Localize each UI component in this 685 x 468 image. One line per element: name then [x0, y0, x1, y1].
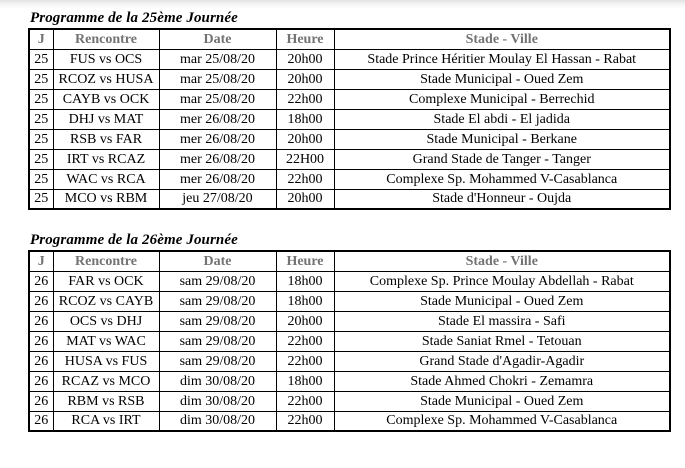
cell-date: jeu 27/08/20	[159, 189, 276, 209]
cell-date: mer 26/08/20	[159, 149, 276, 169]
cell-date: sam 29/08/20	[159, 291, 276, 311]
table-row	[29, 291, 670, 311]
cell-stade-ville: Stade Municipal - Oued Zem	[334, 291, 670, 311]
cell-date: mer 26/08/20	[159, 129, 276, 149]
table-row	[29, 371, 670, 391]
table-row	[29, 331, 670, 351]
cell-journee: 26	[29, 391, 53, 411]
cell-journee: 26	[29, 291, 53, 311]
cell-stade-ville: Stade Municipal - Oued Zem	[334, 391, 670, 411]
table-row	[29, 49, 670, 69]
cell-journee: 26	[29, 351, 53, 371]
column-header-heure: Heure	[276, 251, 334, 271]
column-header-rencontre: Rencontre	[53, 29, 159, 49]
cell-journee: 25	[29, 149, 53, 169]
cell-heure: 22h00	[276, 391, 334, 411]
table-row	[29, 129, 670, 149]
cell-heure: 22h00	[276, 169, 334, 189]
table-row	[29, 189, 670, 209]
cell-journee: 25	[29, 49, 53, 69]
cell-rencontre: HUSA vs FUS	[53, 351, 159, 371]
cell-heure: 18h00	[276, 271, 334, 291]
cell-date: mar 25/08/20	[159, 49, 276, 69]
cell-journee: 25	[29, 189, 53, 209]
cell-rencontre: RBM vs RSB	[53, 391, 159, 411]
table-body	[29, 49, 670, 209]
cell-journee: 25	[29, 169, 53, 189]
cell-stade-ville: Grand Stade d'Agadir-Agadir	[334, 351, 670, 371]
cell-heure: 22h00	[276, 89, 334, 109]
cell-stade-ville: Complexe Sp. Mohammed V-Casablanca	[334, 411, 670, 431]
cell-stade-ville: Stade Municipal - Berkane	[334, 129, 670, 149]
cell-date: sam 29/08/20	[159, 311, 276, 331]
cell-heure: 18h00	[276, 371, 334, 391]
column-header-journee: J	[29, 29, 53, 49]
column-header-heure: Heure	[276, 29, 334, 49]
cell-stade-ville: Stade El abdi - El jadida	[334, 109, 670, 129]
cell-date: dim 30/08/20	[159, 371, 276, 391]
cell-stade-ville: Stade Saniat Rmel - Tetouan	[334, 331, 670, 351]
cell-date: dim 30/08/20	[159, 391, 276, 411]
cell-journee: 26	[29, 411, 53, 431]
cell-journee: 26	[29, 371, 53, 391]
cell-rencontre: IRT vs RCAZ	[53, 149, 159, 169]
schedule-table	[28, 250, 671, 432]
section-title: Programme de la 25ème Journée	[30, 10, 238, 26]
cell-heure: 18h00	[276, 109, 334, 129]
header-row	[29, 251, 670, 271]
column-header-date: Date	[159, 251, 276, 271]
header-row	[29, 29, 670, 49]
cell-date: sam 29/08/20	[159, 331, 276, 351]
table-row	[29, 149, 670, 169]
table-row	[29, 89, 670, 109]
cell-rencontre: FUS vs OCS	[53, 49, 159, 69]
cell-rencontre: RCA vs IRT	[53, 411, 159, 431]
cell-journee: 25	[29, 129, 53, 149]
cell-heure: 20h00	[276, 189, 334, 209]
cell-heure: 18h00	[276, 291, 334, 311]
section-title: Programme de la 26ème Journée	[30, 232, 238, 248]
schedule-section	[28, 10, 671, 210]
cell-heure: 20h00	[276, 69, 334, 89]
cell-heure: 22h00	[276, 411, 334, 431]
column-header-stade-ville: Stade - Ville	[334, 29, 670, 49]
column-header-date: Date	[159, 29, 276, 49]
table-row	[29, 169, 670, 189]
table-row	[29, 109, 670, 129]
cell-rencontre: FAR vs OCK	[53, 271, 159, 291]
cell-journee: 26	[29, 331, 53, 351]
table-row	[29, 411, 670, 431]
cell-rencontre: OCS vs DHJ	[53, 311, 159, 331]
cell-journee: 25	[29, 69, 53, 89]
cell-heure: 22h00	[276, 331, 334, 351]
table-body	[29, 271, 670, 431]
table-row	[29, 69, 670, 89]
cell-rencontre: DHJ vs MAT	[53, 109, 159, 129]
cell-heure: 20h00	[276, 49, 334, 69]
cell-journee: 25	[29, 89, 53, 109]
cell-rencontre: MAT vs WAC	[53, 331, 159, 351]
schedule-table	[28, 28, 671, 210]
cell-date: mar 25/08/20	[159, 89, 276, 109]
cell-rencontre: RCOZ vs CAYB	[53, 291, 159, 311]
cell-stade-ville: Stade Ahmed Chokri - Zemamra	[334, 371, 670, 391]
cell-stade-ville: Complexe Municipal - Berrechid	[334, 89, 670, 109]
cell-heure: 20h00	[276, 311, 334, 331]
cell-rencontre: WAC vs RCA	[53, 169, 159, 189]
cell-rencontre: CAYB vs OCK	[53, 89, 159, 109]
cell-heure: 22h00	[276, 351, 334, 371]
cell-rencontre: MCO vs RBM	[53, 189, 159, 209]
cell-heure: 22H00	[276, 149, 334, 169]
schedule-section	[28, 232, 671, 432]
cell-date: sam 29/08/20	[159, 271, 276, 291]
column-header-stade-ville: Stade - Ville	[334, 251, 670, 271]
column-header-rencontre: Rencontre	[53, 251, 159, 271]
cell-stade-ville: Complexe Sp. Prince Moulay Abdellah - Rabat	[334, 271, 670, 291]
cell-date: sam 29/08/20	[159, 351, 276, 371]
cell-stade-ville: Complexe Sp. Mohammed V-Casablanca	[334, 169, 670, 189]
table-row	[29, 271, 670, 291]
cell-heure: 20h00	[276, 129, 334, 149]
cell-date: dim 30/08/20	[159, 411, 276, 431]
cell-rencontre: RSB vs FAR	[53, 129, 159, 149]
cell-journee: 25	[29, 109, 53, 129]
cell-stade-ville: Stade Prince Héritier Moulay El Hassan - Rabat	[334, 49, 670, 69]
table-row	[29, 351, 670, 371]
table-row	[29, 391, 670, 411]
table-row	[29, 311, 670, 331]
cell-date: mar 25/08/20	[159, 69, 276, 89]
cell-stade-ville: Stade d'Honneur - Oujda	[334, 189, 670, 209]
column-header-journee: J	[29, 251, 53, 271]
table-head	[29, 29, 670, 49]
cell-date: mer 26/08/20	[159, 169, 276, 189]
cell-stade-ville: Grand Stade de Tanger - Tanger	[334, 149, 670, 169]
cell-journee: 26	[29, 311, 53, 331]
cell-stade-ville: Stade El massira - Safi	[334, 311, 670, 331]
cell-date: mer 26/08/20	[159, 109, 276, 129]
cell-rencontre: RCOZ vs HUSA	[53, 69, 159, 89]
cell-journee: 26	[29, 271, 53, 291]
table-head	[29, 251, 670, 271]
cell-rencontre: RCAZ vs MCO	[53, 371, 159, 391]
cell-stade-ville: Stade Municipal - Oued Zem	[334, 69, 670, 89]
